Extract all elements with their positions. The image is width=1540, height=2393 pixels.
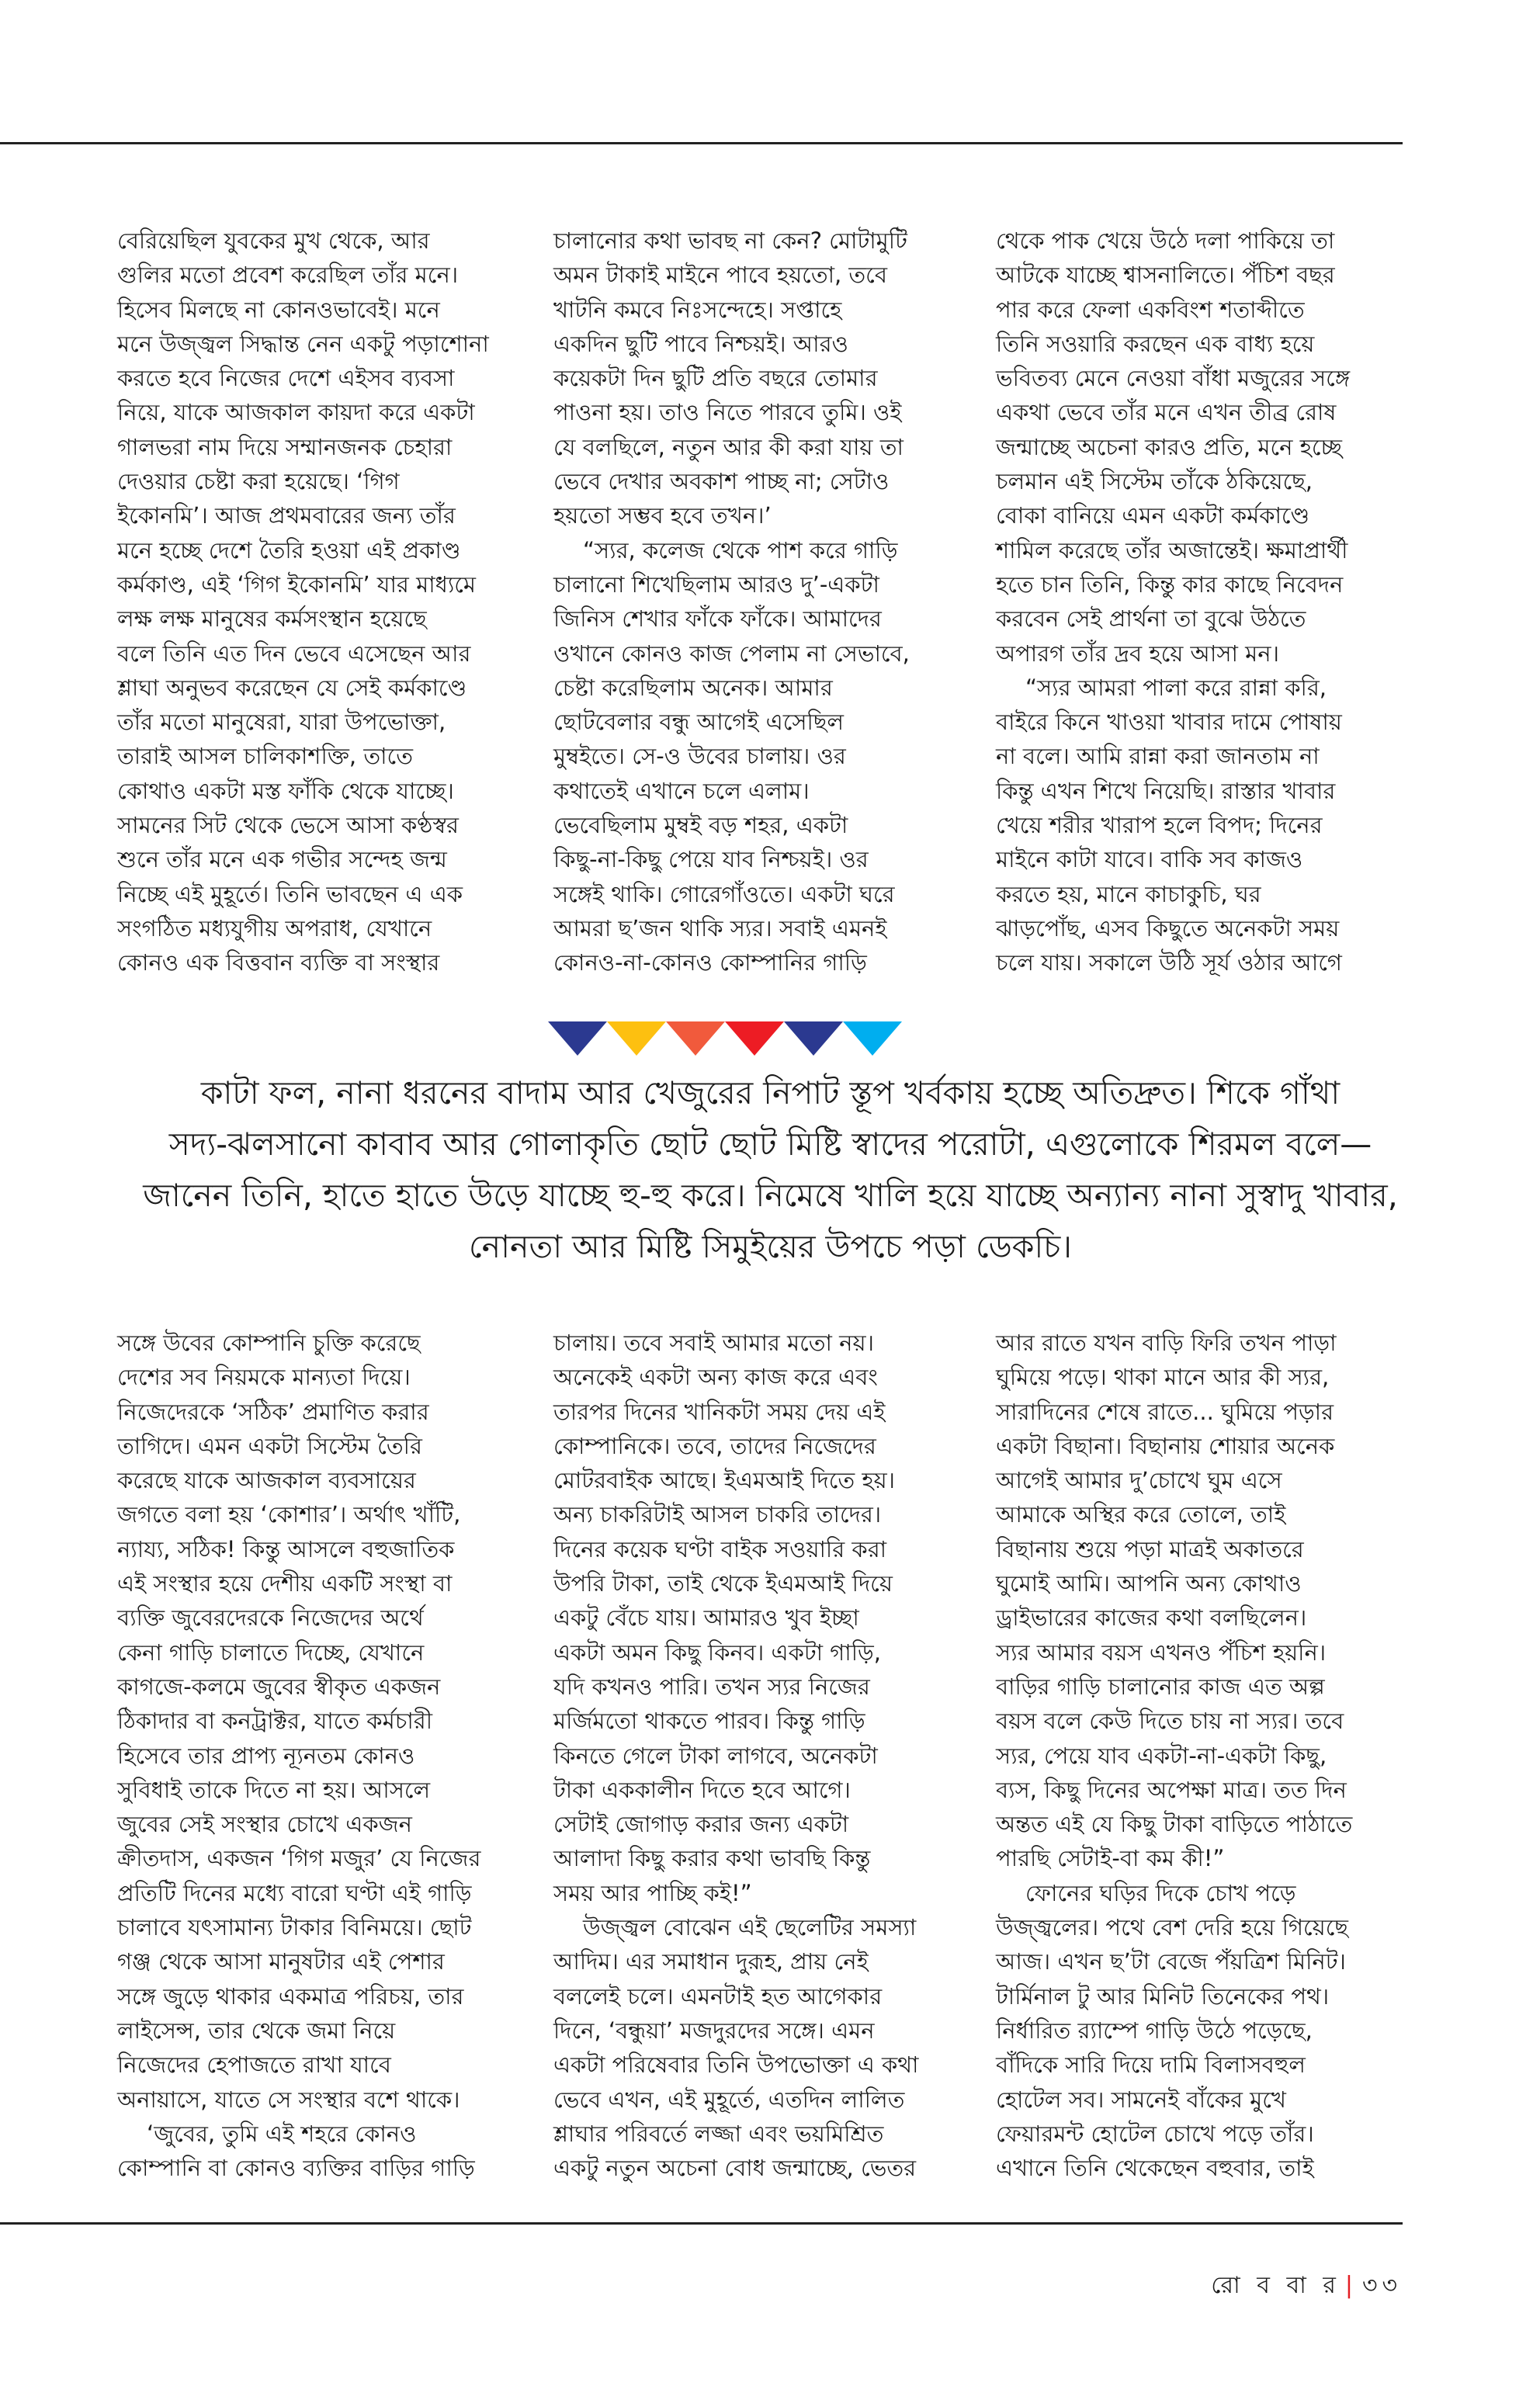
text-line: উপরি টাকা, তাই থেকে ইএমআই দিয়ে <box>553 1570 893 1597</box>
decorative-triangles <box>548 1021 902 1056</box>
text-line: একটা বিছানা। বিছানায় শোয়ার অনেক <box>996 1432 1335 1459</box>
text-line: কথাতেই এখানে চলে এলাম। <box>553 777 810 804</box>
text-line: বয়স বলে কেউ দিতে চায় না স্যর। তবে <box>996 1708 1344 1735</box>
text-line: ফোনের ঘড়ির দিকে চোখ পড়ে <box>1025 1879 1296 1906</box>
text-line: ব্যস, কিছু দিনের অপেক্ষা মাত্র। তত দিন <box>996 1776 1347 1803</box>
text-line: চালানো শিখেছিলাম আরও দু’-একটা <box>553 571 879 598</box>
text-line: একথা ভেবে তাঁর মনে এখন তীব্র রোষ <box>996 399 1337 426</box>
text-line: চালাবে যৎসামান্য টাকার বিনিময়ে। ছোট <box>117 1914 472 1941</box>
text-line: ওখানে কোনও কাজ পেলাম না সেভাবে, <box>553 640 910 667</box>
text-line: প্রতিটি দিনের মধ্যে বারো ঘণ্টা এই গাড়ি <box>117 1879 472 1906</box>
text-line: কোনও এক বিত্তবান ব্যক্তি বা সংস্থার <box>117 949 440 976</box>
text-line: আদিম। এর সমাধান দুরূহ, প্রায় নেই <box>553 1948 869 1975</box>
triangle-ornament <box>784 1021 843 1056</box>
text-line: ফেয়ারমন্ট হোটেল চোখে পড়ে তাঁর। <box>996 2120 1314 2147</box>
text-line: একটা পরিষেবার তিনি উপভোক্তা এ কথা <box>553 2051 919 2079</box>
text-line: স্যর, পেয়ে যাব একটা-না-একটা কিছু, <box>996 1742 1327 1769</box>
pull-quote <box>93 1067 1448 1272</box>
text-line: সেটাই জোগাড় করার জন্য একটা <box>553 1811 849 1838</box>
text-line: না বলে। আমি রান্না করা জানতাম না <box>996 743 1320 770</box>
text-line: যে বলছিলে, নতুন আর কী করা যায় তা <box>553 433 904 460</box>
text-line: ভেবেছিলাম মুম্বই বড় শহর, একটা <box>553 812 848 839</box>
text-line: বোকা বানিয়ে এমন একটা কর্মকাণ্ডে <box>996 502 1310 529</box>
text-line: গঞ্জ থেকে আসা মানুষটার এই পেশার <box>117 1948 445 1975</box>
text-line: কোনও-না-কোনও কোম্পানির গাড়ি <box>553 949 867 976</box>
text-line: জন্মাচ্ছে অচেনা কারও প্রতি, মনে হচ্ছে <box>996 433 1342 460</box>
text-line: বিছানায় শুয়ে পড়া মাত্রই অকাতরে <box>996 1535 1304 1562</box>
text-line: ছোটবেলার বন্ধু আগেই এসেছিল <box>553 709 844 736</box>
text-line: ঝাড়পোঁছ, এসব কিছুতে অনেকটা সময় <box>996 914 1340 942</box>
text-line: তাগিদে। এমন একটা সিস্টেম তৈরি <box>117 1432 422 1459</box>
text-line: বলে তিনি এত দিন ভেবে এসেছেন আর <box>117 640 471 667</box>
page-footer <box>1211 2266 1402 2306</box>
text-line: চেষ্টা করেছিলাম অনেক। আমার <box>553 674 833 701</box>
text-line: করতে হবে নিজের দেশে এইসব ব্যবসা <box>117 365 455 392</box>
text-line: বাড়ির গাড়ি চালানোর কাজ এত অল্প <box>996 1673 1325 1700</box>
text-line: তারপর দিনের খানিকটা সময় দেয় এই <box>553 1398 886 1425</box>
text-line: কোম্পানিকে। তবে, তাদের নিজেদের <box>553 1432 876 1459</box>
text-line: তারাই আসল চালিকাশক্তি, তাতে <box>117 743 413 770</box>
bottom-column-2 <box>553 1326 942 2185</box>
text-line: চলমান এই সিস্টেম তাঁকে ঠকিয়েছে, <box>996 468 1313 495</box>
text-line: হোটেল সব। সামনেই বাঁকের মুখে <box>996 2086 1286 2113</box>
text-line: হিসেব মিলছে না কোনওভাবেই। মনে <box>117 296 440 323</box>
triangle-ornament <box>666 1021 725 1056</box>
text-line: নিজেদেরকে ‘সঠিক’ প্রমাণিত করার <box>117 1398 429 1425</box>
text-line: আজ। এখন ছ’টা বেজে পঁয়ত্রিশ মিনিট। <box>996 1948 1346 1975</box>
bottom-column-3 <box>996 1326 1384 2185</box>
text-line: খেয়ে শরীর খারাপ হলে বিপদ; দিনের <box>996 812 1323 839</box>
triangle-ornament <box>607 1021 666 1056</box>
text-line: সঙ্গে উবের কোম্পানি চুক্তি করেছে <box>117 1330 421 1356</box>
text-line: অমন টাকাই মাইনে পাবে হয়তো, তবে <box>553 262 887 289</box>
text-line: আমরা ছ’জন থাকি স্যর। সবাই এমনই <box>553 914 887 942</box>
text-line: টার্মিনাল টু আর মিনিট তিনেকের পথ। <box>996 1982 1330 2010</box>
text-line: হতে চান তিনি, কিন্তু কার কাছে নিবেদন <box>996 571 1344 598</box>
footer-separator: | <box>1344 2272 1358 2299</box>
text-line: তাঁর মতো মানুষেরা, যারা উপভোক্তা, <box>117 709 446 736</box>
text-line: অনায়াসে, যাতে সে সংস্থার বশে থাকে। <box>117 2086 460 2113</box>
text-line: একটু বেঁচে যায়। আমারও খুব ইচ্ছা <box>553 1604 859 1632</box>
pull-quote-line: কাটা ফল, নানা ধরনের বাদাম আর খেজুরের নিপাট স্তূপ খর্বকায় হচ্ছে অতিদ্রুত। শিকে গাঁথা <box>200 1074 1341 1112</box>
text-line: একদিন ছুটি পাবে নিশ্চয়ই। আরও <box>553 330 848 357</box>
top-rule <box>0 142 1403 144</box>
text-line: সামনের সিট থেকে ভেসে আসা কণ্ঠস্বর <box>117 812 459 839</box>
triangle-ornament <box>843 1021 902 1056</box>
pull-quote-line: জানেন তিনি, হাতে হাতে উড়ে যাচ্ছে হু-হু করে। নিমেষে খালি হয়ে যাচ্ছে অন্যান্য নানা সুস্বাদু খাবার, <box>143 1177 1398 1214</box>
text-line: পারছি সেটাই-বা কম কী!” <box>996 1845 1225 1872</box>
text-line: শুনে তাঁর মনে এক গভীর সন্দেহ জন্ম <box>117 846 447 873</box>
text-line: আলাদা কিছু করার কথা ভাবছি কিন্তু <box>553 1845 871 1872</box>
text-line: নিজেদের হেপাজতে রাখা যাবে <box>117 2051 391 2079</box>
text-line: নির্ধারিত র‍্যাম্পে গাড়ি উঠে পড়েছে, <box>996 2017 1313 2044</box>
text-line: লক্ষ লক্ষ মানুষের কর্মসংস্থান হয়েছে <box>117 605 427 633</box>
top-column-3 <box>996 224 1384 980</box>
text-line: সঙ্গে জুড়ে থাকার একমাত্র পরিচয়, তার <box>117 1982 464 2010</box>
text-line: যদি কখনও পারি। তখন স্যর নিজের <box>553 1673 870 1700</box>
text-line: হয়তো সম্ভব হবে তখন।’ <box>553 502 772 529</box>
text-line: চালানোর কথা ভাবছ না কেন? মোটামুটি <box>553 227 907 254</box>
text-line: ক্রীতদাস, একজন ‘গিগ মজুর’ যে নিজের <box>117 1845 481 1872</box>
text-line: বললেই চলে। এমনটাই হত আগেকার <box>553 1982 883 2010</box>
triangle-ornament <box>725 1021 784 1056</box>
text-line: চালায়। তবে সবাই আমার মতো নয়। <box>553 1330 874 1356</box>
text-line: এই সংস্থার হয়ে দেশীয় একটি সংস্থা বা <box>117 1570 453 1597</box>
text-line: বেরিয়েছিল যুবকের মুখ থেকে, আর <box>117 227 430 254</box>
text-line: লাইসেন্স, তার থেকে জমা নিয়ে <box>117 2017 396 2044</box>
text-line: সারাদিনের শেষে রাতে... ঘুমিয়ে পড়ার <box>996 1398 1334 1425</box>
text-line: মুম্বইতে। সে-ও উবের চালায়। ওর <box>553 743 846 770</box>
magazine-name: রো ব বা র <box>1211 2272 1341 2299</box>
text-line: ভবিতব্য মেনে নেওয়া বাঁধা মজুরের সঙ্গে <box>996 365 1351 392</box>
text-line: দেওয়ার চেষ্টা করা হয়েছে। ‘গিগ <box>117 468 400 495</box>
text-line: নিয়ে, যাকে আজকাল কায়দা করে একটা <box>117 399 475 426</box>
text-line: সংগঠিত মধ্যযুগীয় অপরাধ, যেখানে <box>117 914 432 942</box>
triangle-ornament <box>548 1021 607 1056</box>
text-line: উজ্জ্বলের। পথে বেশ দেরি হয়ে গিয়েছে <box>996 1914 1348 1941</box>
text-line: শ্লাঘার পরিবর্তে লজ্জা এবং ভয়মিশ্রিত <box>553 2120 884 2147</box>
text-line: ড্রাইভারের কাজের কথা বলছিলেন। <box>996 1604 1307 1632</box>
text-line: ভেবে এখন, এই মুহূর্তে, এতদিন লালিত <box>553 2086 905 2113</box>
text-line: সঙ্গেই থাকি। গোরেগাঁওতে। একটা ঘরে <box>553 880 895 907</box>
text-line: বাঁদিকে সারি দিয়ে দামি বিলাসবহুল <box>996 2051 1306 2079</box>
text-line: স্যর আমার বয়স এখনও পঁচিশ হয়নি। <box>996 1639 1327 1666</box>
text-line: মোটরবাইক আছে। ইএমআই দিতে হয়। <box>553 1467 896 1494</box>
text-line: মনে উজ্জ্বল সিদ্ধান্ত নেন একটু পড়াশোনা <box>117 330 489 357</box>
text-line: ‘জুবের, তুমি এই শহরে কোনও <box>147 2120 417 2147</box>
text-line: অপারগ তাঁর দ্রব হয়ে আসা মন। <box>996 640 1279 667</box>
text-line: মাইনে কাটা যাবে। বাকি সব কাজও <box>996 846 1303 873</box>
text-line: উজ্জ্বল বোঝেন এই ছেলেটির সমস্যা <box>583 1914 917 1941</box>
text-line: কোম্পানি বা কোনও ব্যক্তির বাড়ির গাড়ি <box>117 2155 475 2182</box>
pull-quote-line: সদ্য-ঝলসানো কাবাব আর গোলাকৃতি ছোট ছোট মিষ্টি স্বাদের পরোটা, এগুলোকে শিরমল বলে— <box>168 1125 1372 1163</box>
text-line: গুলির মতো প্রবেশ করেছিল তাঁর মনে। <box>117 262 459 289</box>
text-line: অন্য চাকরিটাই আসল চাকরি তাদের। <box>553 1501 882 1528</box>
text-line: পাওনা হয়। তাও নিতে পারবে তুমি। ওই <box>553 399 902 426</box>
text-line: গালভরা নাম দিয়ে সম্মানজনক চেহারা <box>117 433 453 460</box>
text-line: মর্জিমতো থাকতে পারব। কিন্তু গাড়ি <box>553 1708 865 1735</box>
text-line: ইকোনমি’। আজ প্রথমবারের জন্য তাঁর <box>117 502 456 529</box>
text-line: কোথাও একটা মস্ত ফাঁকি থেকে যাচ্ছে। <box>117 777 454 804</box>
text-line: আটকে যাচ্ছে শ্বাসনালিতে। পঁচিশ বছর <box>996 262 1335 289</box>
text-line: করতে হয়, মানে কাচাকুচি, ঘর <box>996 880 1261 907</box>
text-line: ঘুমিয়ে পড়ে। থাকা মানে আর কী স্যর, <box>996 1364 1330 1391</box>
text-line: হিসেবে তার প্রাপ্য ন্যূনতম কোনও <box>117 1742 415 1769</box>
text-line: ঠিকাদার বা কনট্রাক্টর, যাতে কর্মচারী <box>117 1708 433 1735</box>
text-line: ঘুমোই আমি। আপনি অন্য কোথাও <box>996 1570 1302 1597</box>
text-line: কেনা গাড়ি চালাতে দিচ্ছে, যেখানে <box>117 1639 425 1666</box>
text-line: একটা অমন কিছু কিনব। একটা গাড়ি, <box>553 1639 881 1666</box>
text-line: সময় আর পাচ্ছি কই!” <box>553 1879 752 1906</box>
text-line: ব্যক্তি জুবেরদেরকে নিজেদের অর্থে <box>117 1604 424 1632</box>
text-line: কাগজে-কলমে জুবের স্বীকৃত একজন <box>117 1673 441 1700</box>
text-line: কিনতে গেলে টাকা লাগবে, অনেকটা <box>553 1742 878 1769</box>
text-line: জিনিস শেখার ফাঁকে ফাঁকে। আমাদের <box>553 605 882 633</box>
text-line: দেশের সব নিয়মকে মান্যতা দিয়ে। <box>117 1364 411 1391</box>
text-line: আগেই আমার দু’চোখে ঘুম এসে <box>996 1467 1282 1494</box>
text-line: করবেন সেই প্রার্থনা তা বুঝে উঠতে <box>996 605 1306 633</box>
text-line: কিছু-না-কিছু পেয়ে যাব নিশ্চয়ই। ওর <box>553 846 869 873</box>
text-line: সুবিধাই তাকে দিতে না হয়। আসলে <box>117 1776 431 1803</box>
text-line: জগতে বলা হয় ‘কোশার’। অর্থাৎ খাঁটি, <box>117 1501 461 1528</box>
text-line: এখানে তিনি থেকেছেন বহুবার, তাই <box>996 2155 1314 2182</box>
text-line: কয়েকটা দিন ছুটি প্রতি বছরে তোমার <box>553 365 878 392</box>
text-line: কিন্তু এখন শিখে নিয়েছি। রাস্তার খাবার <box>996 777 1336 804</box>
text-line: তিনি সওয়ারি করছেন এক বাধ্য হয়ে <box>996 330 1315 357</box>
text-line: অনেকেই একটা অন্য কাজ করে এবং <box>553 1364 878 1391</box>
text-line: টাকা এককালীন দিতে হবে আগে। <box>553 1776 851 1803</box>
text-line: ন্যায্য, সঠিক! কিন্তু আসলে বহুজাতিক <box>117 1535 455 1562</box>
text-line: আমাকে অস্থির করে তোলে, তাই <box>996 1501 1286 1528</box>
text-line: থেকে পাক খেয়ে উঠে দলা পাকিয়ে তা <box>996 227 1335 254</box>
pull-quote-line: নোনতা আর মিষ্টি সিমুইয়ের উপচে পড়া ডেকচি। <box>469 1228 1072 1265</box>
text-line: ভেবে দেখার অবকাশ পাচ্ছ না; সেটাও <box>553 468 890 495</box>
text-line: পার করে ফেলা একবিংশ শতাব্দীতে <box>996 296 1305 323</box>
text-line: দিনের কয়েক ঘণ্টা বাইক সওয়ারি করা <box>553 1535 887 1562</box>
text-line: শামিল করেছে তাঁর অজান্তেই। ক্ষমাপ্রার্থী <box>996 536 1348 564</box>
text-line: “স্যর আমরা পালা করে রান্না করি, <box>1025 674 1327 701</box>
text-line: অন্তত এই যে কিছু টাকা বাড়িতে পাঠাতে <box>996 1811 1353 1838</box>
text-line: করেছে যাকে আজকাল ব্যবসায়ের <box>117 1467 416 1494</box>
text-line: বাইরে কিনে খাওয়া খাবার দামে পোষায় <box>996 709 1342 736</box>
text-line: খাটনি কমবে নিঃসন্দেহে। সপ্তাহে <box>553 296 842 323</box>
text-line: আর রাতে যখন বাড়ি ফিরি তখন পাড়া <box>996 1330 1337 1356</box>
text-line: “স্যর, কলেজ থেকে পাশ করে গাড়ি <box>583 536 898 564</box>
bottom-rule <box>0 2222 1403 2225</box>
text-line: মনে হচ্ছে দেশে তৈরি হওয়া এই প্রকাণ্ড <box>117 536 461 564</box>
top-column-2 <box>553 224 942 980</box>
top-column-1 <box>117 224 505 980</box>
page-number: ৩৩ <box>1361 2272 1402 2299</box>
bottom-column-1 <box>117 1326 505 2185</box>
text-line: নিচ্ছে এই মুহূর্তে। তিনি ভাবছেন এ এক <box>117 880 463 907</box>
text-line: চলে যায়। সকালে উঠি সূর্য ওঠার আগে <box>996 949 1342 976</box>
text-line: দিনে, ‘বন্ধুয়া’ মজদুরদের সঙ্গে। এমন <box>553 2017 875 2044</box>
text-line: কর্মকাণ্ড, এই ‘গিগ ইকোনমি’ যার মাধ্যমে <box>117 571 477 598</box>
text-line: একটু নতুন অচেনা বোধ জন্মাচ্ছে, ভেতর <box>553 2155 917 2182</box>
text-line: জুবের সেই সংস্থার চোখে একজন <box>117 1811 412 1838</box>
text-line: শ্লাঘা অনুভব করেছেন যে সেই কর্মকাণ্ডে <box>117 674 467 701</box>
